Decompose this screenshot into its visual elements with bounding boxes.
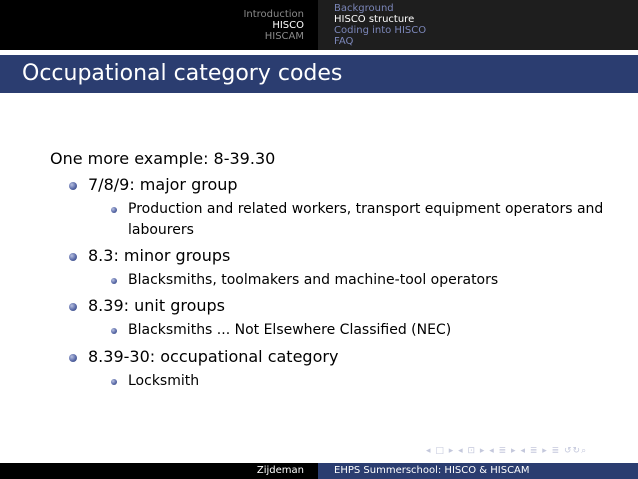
bullet-icon	[69, 253, 77, 261]
nav-section-hiscam[interactable]: HISCAM	[264, 31, 304, 42]
sub-item-unit-groups: Blacksmiths ... Not Elsewhere Classified (NEC)	[128, 322, 452, 338]
sub-item-occupational-category: Locksmith	[128, 373, 200, 389]
footer-title: EHPS Summerschool: HISCO & HISCAM	[334, 465, 530, 476]
nav-subsection-hisco-structure[interactable]: HISCO structure	[334, 14, 415, 25]
list-item-minor-groups: 8.3: minor groups	[88, 246, 231, 265]
footer-author-bar	[0, 463, 318, 479]
list-item-occupational-category: 8.39-30: occupational category	[88, 347, 339, 366]
intro-text: One more example: 8-39.30	[50, 149, 276, 168]
navigation-symbols[interactable]: ◂ □ ▸ ◂ ⊡ ▸ ◂ ≣ ▸ ◂ ≣ ▸ ≣ ↺↻⌕	[426, 446, 588, 456]
nav-section-hisco[interactable]: HISCO	[272, 20, 304, 31]
nav-section-introduction[interactable]: Introduction	[243, 9, 304, 20]
sub-bullet-icon	[111, 207, 117, 213]
list-item-unit-groups: 8.39: unit groups	[88, 296, 225, 315]
nav-subsection-faq[interactable]: FAQ	[334, 36, 354, 47]
sub-bullet-icon	[111, 379, 117, 385]
sub-item-minor-groups: Blacksmiths, toolmakers and machine-tool operators	[128, 272, 499, 288]
sub-item-major-group: Production and related workers, transport equipment operators and labourers	[128, 201, 604, 238]
bullet-icon	[69, 303, 77, 311]
nav-subsection-background[interactable]: Background	[334, 3, 394, 14]
bullet-icon	[69, 354, 77, 362]
nav-subsection-coding-into-hisco[interactable]: Coding into HISCO	[334, 25, 427, 36]
list-item-major-group: 7/8/9: major group	[88, 175, 238, 194]
sub-bullet-icon	[111, 278, 117, 284]
bullet-icon	[69, 182, 77, 190]
sub-bullet-icon	[111, 328, 117, 334]
footer-author: Zijdeman	[256, 465, 304, 476]
frame-title: Occupational category codes	[22, 61, 343, 86]
footer-title-bar	[318, 463, 638, 479]
